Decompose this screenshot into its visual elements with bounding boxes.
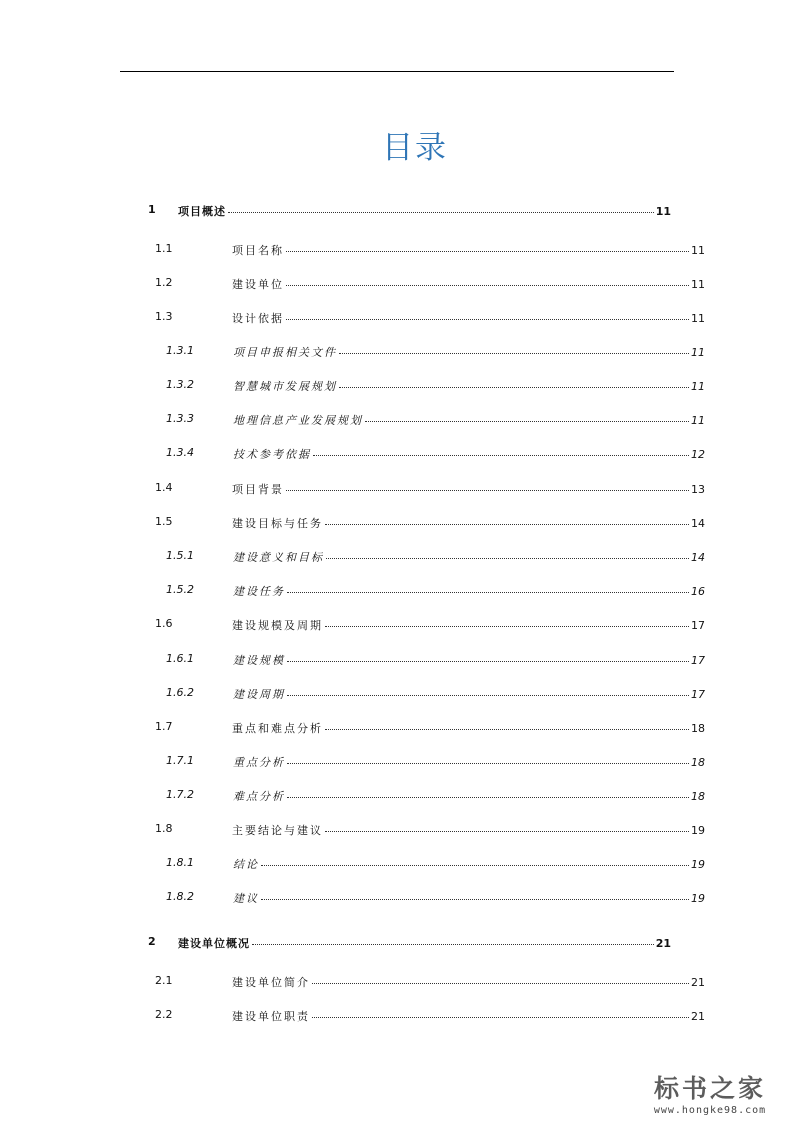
- toc-entry-title: 智慧城市发展规划: [233, 380, 337, 393]
- toc-entry-number: 1.1: [155, 242, 173, 255]
- dot-leader: [286, 490, 689, 491]
- toc-entry[interactable]: [155, 276, 705, 292]
- watermark-logo: 标书之家: [653, 1074, 766, 1103]
- toc-entry-number: 1.7: [155, 720, 173, 733]
- toc-entry[interactable]: [166, 344, 705, 360]
- toc-entry-number: 1.3.3: [166, 412, 194, 425]
- toc-entry[interactable]: [166, 890, 705, 906]
- toc-entry-title: 难点分析: [233, 790, 285, 803]
- dot-leader: [228, 212, 654, 213]
- dot-leader: [287, 763, 689, 764]
- toc-entry[interactable]: [148, 203, 671, 219]
- toc-entry-page: 16: [691, 585, 705, 598]
- toc-entry-title: 重点分析: [233, 756, 285, 769]
- toc-entry-page: 13: [691, 483, 705, 496]
- dot-leader: [325, 524, 689, 525]
- dot-leader: [365, 421, 689, 422]
- toc-entry-page: 18: [691, 756, 705, 769]
- toc-entry-page: 11: [691, 346, 705, 359]
- toc-entry-title: 建设单位简介: [232, 976, 310, 989]
- toc-entry-number: 1.6.2: [166, 686, 194, 699]
- toc-entry-page: 12: [691, 448, 705, 461]
- toc-entry-number: 1.7.2: [166, 788, 194, 801]
- toc-entry-number: 2.2: [155, 1008, 173, 1021]
- dot-leader: [326, 558, 689, 559]
- toc-entry-title: 建议: [233, 892, 259, 905]
- toc-entry-number: 1: [148, 203, 156, 216]
- toc-entry[interactable]: [155, 242, 705, 258]
- toc-entry-page: 11: [655, 205, 671, 218]
- toc-entry-title: 建设单位职责: [232, 1010, 310, 1023]
- toc-entry-page: 11: [691, 312, 705, 325]
- toc-entry[interactable]: [148, 935, 671, 951]
- toc-entry-number: 1.3: [155, 310, 173, 323]
- toc-entry-title: 地理信息产业发展规划: [233, 414, 363, 427]
- dot-leader: [339, 353, 689, 354]
- dot-leader: [325, 626, 689, 627]
- toc-entry-page: 18: [691, 722, 705, 735]
- dot-leader: [325, 729, 689, 730]
- toc-entry-title: 项目概述: [178, 205, 226, 218]
- watermark-url: www.hongke98.com: [653, 1105, 767, 1116]
- toc-entry[interactable]: [155, 617, 705, 633]
- toc-entry-number: 1.5.2: [166, 583, 194, 596]
- dot-leader: [312, 1017, 689, 1018]
- toc-entry-number: 1.3.2: [166, 378, 194, 391]
- dot-leader: [261, 899, 689, 900]
- dot-leader: [287, 695, 689, 696]
- toc-entry-title: 建设周期: [233, 688, 285, 701]
- toc-entry-number: 1.3.4: [166, 446, 194, 459]
- toc-entry-page: 17: [691, 619, 705, 632]
- toc-entry-title: 设计依据: [232, 312, 284, 325]
- toc-entry-title: 建设任务: [233, 585, 285, 598]
- toc-entry[interactable]: [155, 974, 705, 990]
- toc-entry-page: 17: [691, 688, 705, 701]
- toc-entry[interactable]: [155, 310, 705, 326]
- toc-entry[interactable]: [166, 583, 705, 599]
- toc-entry-page: 21: [655, 937, 671, 950]
- toc-entry[interactable]: [166, 788, 705, 804]
- toc-entry-title: 建设规模及周期: [232, 619, 323, 632]
- dot-leader: [286, 319, 689, 320]
- dot-leader: [287, 661, 689, 662]
- toc-entry[interactable]: [166, 856, 705, 872]
- toc-entry-page: 14: [691, 551, 705, 564]
- toc-entry-page: 19: [691, 892, 705, 905]
- toc-entry-page: 11: [691, 380, 705, 393]
- toc-entry-page: 19: [691, 824, 705, 837]
- toc-entry-page: 11: [691, 414, 705, 427]
- toc-entry-title: 建设目标与任务: [232, 517, 323, 530]
- toc-entry-title: 结论: [233, 858, 259, 871]
- toc-entry[interactable]: [166, 549, 705, 565]
- toc-entry-title: 建设单位: [232, 278, 284, 291]
- dot-leader: [287, 797, 689, 798]
- toc-entry-page: 11: [691, 244, 705, 257]
- toc-entry-number: 1.4: [155, 481, 173, 494]
- toc-entry-number: 1.7.1: [166, 754, 194, 767]
- toc-entry-page: 17: [691, 654, 705, 667]
- toc-entry-number: 1.8.2: [166, 890, 194, 903]
- toc-entry-page: 14: [691, 517, 705, 530]
- toc-entry-page: 21: [691, 976, 705, 989]
- toc-entry[interactable]: [166, 378, 705, 394]
- toc-entry-number: 1.8.1: [166, 856, 194, 869]
- toc-entry-title: 项目申报相关文件: [233, 346, 337, 359]
- toc-entry-title: 建设意义和目标: [233, 551, 324, 564]
- toc-entry-number: 2: [148, 935, 156, 948]
- toc-entry[interactable]: [155, 515, 705, 531]
- toc-entry-title: 项目名称: [232, 244, 284, 257]
- toc-entry-title: 项目背景: [232, 483, 284, 496]
- toc-entry-page: 18: [691, 790, 705, 803]
- toc-entry[interactable]: [155, 481, 705, 497]
- dot-leader: [325, 831, 689, 832]
- toc-entry-number: 1.2: [155, 276, 173, 289]
- dot-leader: [261, 865, 689, 866]
- toc-entry-number: 1.8: [155, 822, 173, 835]
- toc-entry-title: 主要结论与建议: [232, 824, 323, 837]
- dot-leader: [339, 387, 689, 388]
- toc-entry-page: 11: [691, 278, 705, 291]
- toc-entry[interactable]: [155, 720, 705, 736]
- dot-leader: [287, 592, 689, 593]
- dot-leader: [312, 983, 689, 984]
- dot-leader: [252, 944, 654, 945]
- toc-entry-number: 1.5.1: [166, 549, 194, 562]
- toc-entry-number: 1.6.1: [166, 652, 194, 665]
- toc-entry-page: 21: [691, 1010, 705, 1023]
- header-rule: [120, 71, 674, 72]
- toc-entry-number: 1.3.1: [166, 344, 194, 357]
- toc-entry-number: 1.6: [155, 617, 173, 630]
- toc-entry-number: 2.1: [155, 974, 173, 987]
- toc-entry[interactable]: [166, 412, 705, 428]
- toc-entry-title: 建设规模: [233, 654, 285, 667]
- toc-entry[interactable]: [166, 446, 705, 462]
- dot-leader: [313, 455, 689, 456]
- toc-entry[interactable]: [166, 652, 705, 668]
- toc-entry-title: 建设单位概况: [178, 937, 250, 950]
- toc-entry[interactable]: [166, 686, 705, 702]
- toc-entry[interactable]: [155, 1008, 705, 1024]
- watermark: [635, 1069, 785, 1116]
- dot-leader: [286, 285, 689, 286]
- toc-title: 目录: [382, 130, 448, 166]
- toc-entry-number: 1.5: [155, 515, 173, 528]
- toc-entry[interactable]: [166, 754, 705, 770]
- toc-entry-title: 重点和难点分析: [232, 722, 323, 735]
- toc-entry-page: 19: [691, 858, 705, 871]
- dot-leader: [286, 251, 689, 252]
- toc-entry[interactable]: [155, 822, 705, 838]
- toc-entry-title: 技术参考依据: [233, 448, 311, 461]
